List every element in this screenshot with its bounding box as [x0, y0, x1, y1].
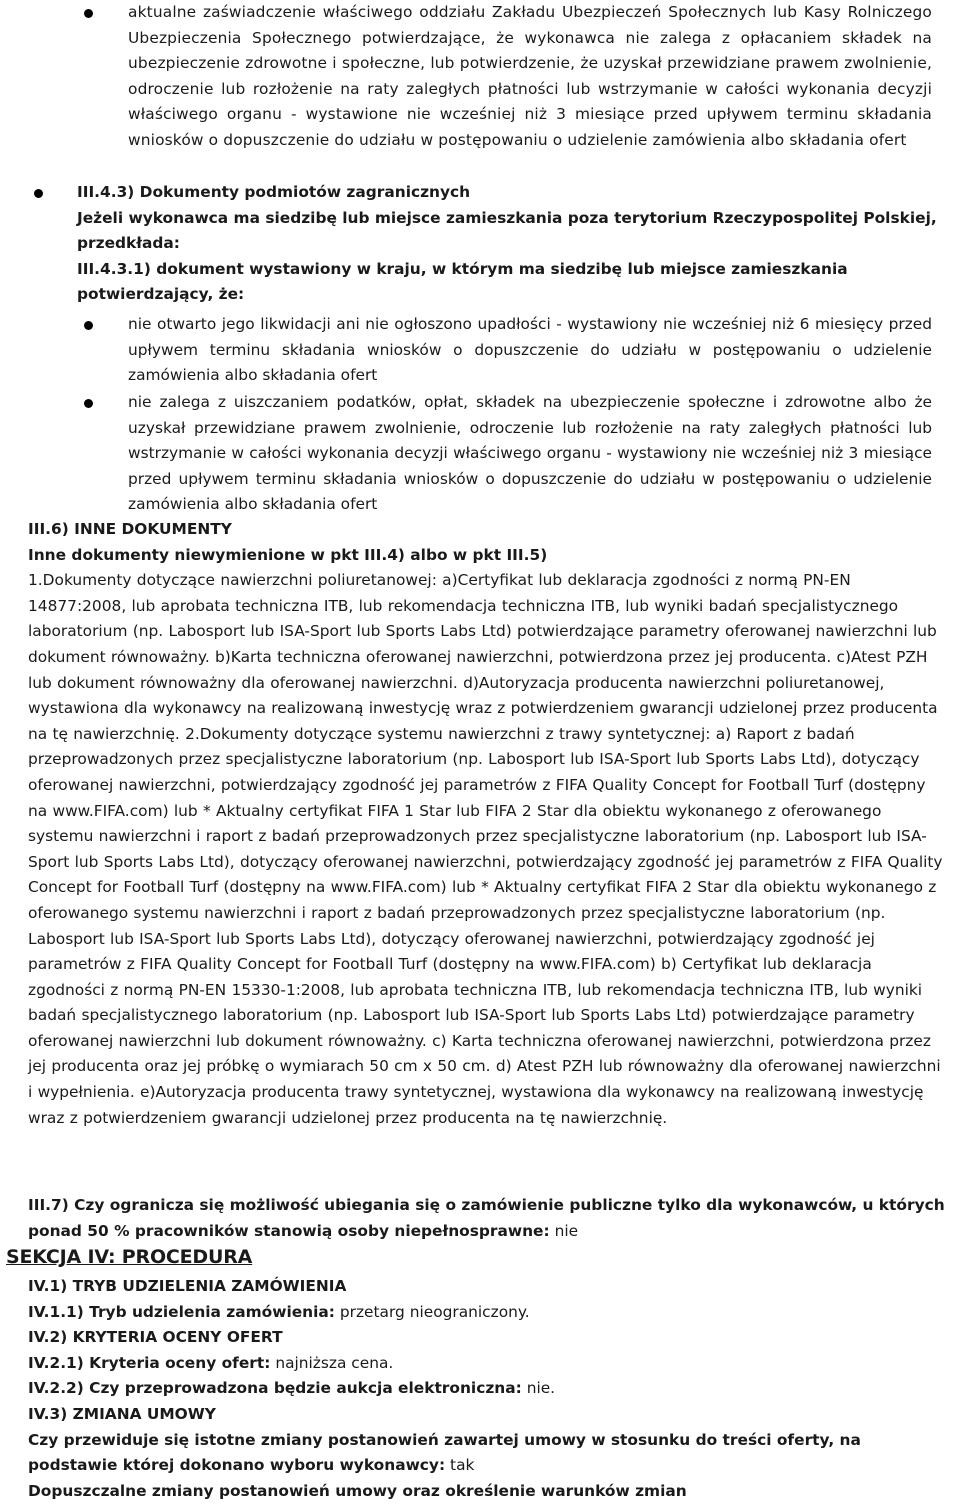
question-row: [28, 1193, 948, 1244]
heading-allowed-changes: Dopuszczalne zmiany postanowień umowy oraz określenie warunków zmian: [28, 1481, 687, 1500]
answer-value: tak: [450, 1456, 475, 1475]
bullet-text: nie zalega z uiszczaniem podatków, opłat, składek na ubezpieczenie społeczne i zdrowotne albo że uzyskał przewidziane prawem zwolnienie, odroczenie lub rozłożenie na raty zaległych płatności lub wstrzymanie w całości wykonania decyzji właściwego organu - wystawiony nie wcześniej niż 3 miesiące przed upływem terminu składania wniosków o dopuszczenie do udziału w postępowaniu o udzielenie zamówienia albo składania ofert: [128, 393, 932, 514]
row-iv-1-1: [28, 1300, 948, 1326]
row-iv-3: [28, 1428, 948, 1479]
row-iv-2-2: [28, 1376, 948, 1402]
question-label: IV.2.1) Kryteria oceny ofert:: [28, 1353, 271, 1372]
bullet-foreign-documents: [77, 180, 947, 308]
row-iv-2-1: [28, 1351, 948, 1377]
section-subheading: Jeżeli wykonawca ma siedzibę lub miejsce zamieszkania poza terytorium Rzeczypospolitej Polskiej, przedkłada:: [77, 208, 937, 253]
bullet-dot: [34, 189, 43, 198]
question-label: Czy przewiduje się istotne zmiany postanowień zawartej umowy w stosunku do treści oferty, na podstawie której dokonano wyboru wykonawcy:: [28, 1430, 861, 1475]
heading-iv-3: IV.3) ZMIANA UMOWY: [28, 1404, 216, 1423]
section-subheading: III.4.3.1) dokument wystawiony w kraju, w którym ma siedzibę lub miejsce zamieszkania potwierdzający, że:: [77, 259, 848, 304]
question-label: IV.2.2) Czy przeprowadzona będzie aukcja elektroniczna:: [28, 1379, 522, 1398]
bullet-dot: [84, 321, 93, 330]
section-body: 1.Dokumenty dotyczące nawierzchni poliuretanowej: a)Certyfikat lub deklaracja zgodności z normą PN-EN 14877:2008, lub aprobata techniczna ITB, lub rekomendacja techniczna ITB, lub wyniki badań specjalistycznego laboratorium (np. Labosport lub ISA-Sport lub Sports Labs Ltd) potwierdzające parametry oferowanej nawierzchni lub dokument równoważny. b)Karta techniczna oferowanej nawierzchni, potwierdzona przez jej producenta. c)Atest PZH lub dokument równoważny dla oferowanej nawierzchni. d)Autoryzacja producenta nawierzchni poliuretanowej, wystawiona dla wykonawcy na realizowaną inwestycję wraz z potwierdzeniem gwarancji udzielonej przez producenta na tę nawierzchnię. 2.Dokumenty dotyczące systemu nawierzchni z trawy syntetycznej: a) Raport z badań przeprowadzonych przez specjalistyczne laboratorium (np. Labosport lub ISA-Sport lub Sports Labs Ltd), dotyczący oferowanej nawierzchni, potwierdzający zgodność jej parametrów z FIFA Quality Concept for Football Turf (dostępny na www.FIFA.com) lub * Aktualny certyfikat FIFA 1 Star lub FIFA 2 Star dla obiektu wykonanego z oferowanego systemu nawierzchni i raport z badań przeprowadzonych przez specjalistyczne laboratorium (np. Labosport lub ISA-Sport lub Sports Labs Ltd), dotyczący oferowanej nawierzchni, potwierdzający zgodność jej parametrów z FIFA Quality Concept for Football Turf (dostępny na www.FIFA.com) lub * Aktualny certyfikat FIFA 2 Star dla obiektu wykonanego z oferowanego systemu nawierzchni i raport z badań przeprowadzonych przez specjalistyczne laboratorium (np. Labosport lub ISA-Sport lub Sports Labs Ltd), dotyczący oferowanej nawierzchni, potwierdzający zgodność jej parametrów z FIFA Quality Concept for Football Turf (dostępny na www.FIFA.com) b) Certyfikat lub deklaracja zgodności z normą PN-EN 15330-1:2008, lub aprobata techniczna ITB, lub rekomendacja techniczna ITB, lub wyniki badań specjalistycznego laboratorium (np. Labosport lub ISA-Sport lub Sports Labs Ltd) potwierdzające parametry oferowanej nawierzchni lub dokument równoważny. c) Karta techniczna oferowanej nawierzchni, potwierdzona przez jej producenta oraz jej próbkę o wymiarach 50 cm x 50 cm. d) Atest PZH lub równoważny dla oferowanej nawierzchni i wypełnienia. e)Autoryzacja producenta trawy syntetycznej, wystawiona dla wykonawcy na realizowaną inwestycję wraz z potwierdzeniem gwarancji udzielonej przez producenta na tę nawierzchnię.: [28, 571, 943, 1127]
answer-value: najniższa cena.: [275, 1353, 394, 1372]
section-subheading: Inne dokumenty niewymienione w pkt III.4) albo w pkt III.5): [28, 545, 548, 564]
section-heading: III.6) INNE DOKUMENTY: [28, 520, 232, 538]
bullet-zus-certificate: [128, 0, 932, 154]
question-label: III.7) Czy ogranicza się możliwość ubiegania się o zamówienie publiczne tylko dla wykonawców, u których ponad 50 % pracowników stanowią osoby niepełnosprawne:: [28, 1196, 945, 1240]
answer-value: przetarg nieograniczony.: [339, 1302, 530, 1321]
heading-iv-1: IV.1) TRYB UDZIELENIA ZAMÓWIENIA: [28, 1277, 347, 1295]
bullet-no-tax-arrears: [128, 390, 932, 518]
section-iv: [6, 1245, 946, 1271]
section-iii-6: [28, 517, 948, 1131]
procedure-details: [28, 1274, 948, 1504]
bullet-no-liquidation: [128, 312, 932, 389]
bullet-text: nie otwarto jego likwidacji ani nie ogłoszono upadłości - wystawiony nie wcześniej niż 6 miesięcy przed upływem terminu składania wniosków o dopuszczenie do udziału w postępowaniu o udzielenie zamówienia albo składania ofert: [128, 315, 932, 385]
question-label: IV.1.1) Tryb udzielenia zamówienia:: [28, 1302, 335, 1321]
section-heading: III.4.3) Dokumenty podmiotów zagranicznych: [77, 183, 471, 201]
section-iii-7: [28, 1193, 948, 1244]
section-title: SEKCJA IV: PROCEDURA: [6, 1246, 253, 1268]
bullet-text: aktualne zaświadczenie właściwego oddziału Zakładu Ubezpieczeń Społecznych lub Kasy Rolniczego Ubezpieczenia Społecznego potwierdzające, że wykonawca nie zalega z opłacaniem składek na ubezpieczenie zdrowotne i społeczne, lub potwierdzenie, że uzyskał przewidziane prawem zwolnienie, odroczenie lub rozłożenie na raty zaległych płatności lub wstrzymanie w całości wykonania decyzji właściwego organu - wystawione nie wcześniej niż 3 miesiące przed upływem terminu składania wniosków o dopuszczenie do udziału w postępowaniu o udzielenie zamówienia albo składania ofert: [128, 3, 932, 149]
answer-value: nie: [554, 1221, 579, 1240]
answer-value: nie.: [526, 1379, 556, 1398]
bullet-dot: [84, 399, 93, 408]
heading-iv-2: IV.2) KRYTERIA OCENY OFERT: [28, 1328, 283, 1347]
bullet-dot: [84, 9, 93, 18]
